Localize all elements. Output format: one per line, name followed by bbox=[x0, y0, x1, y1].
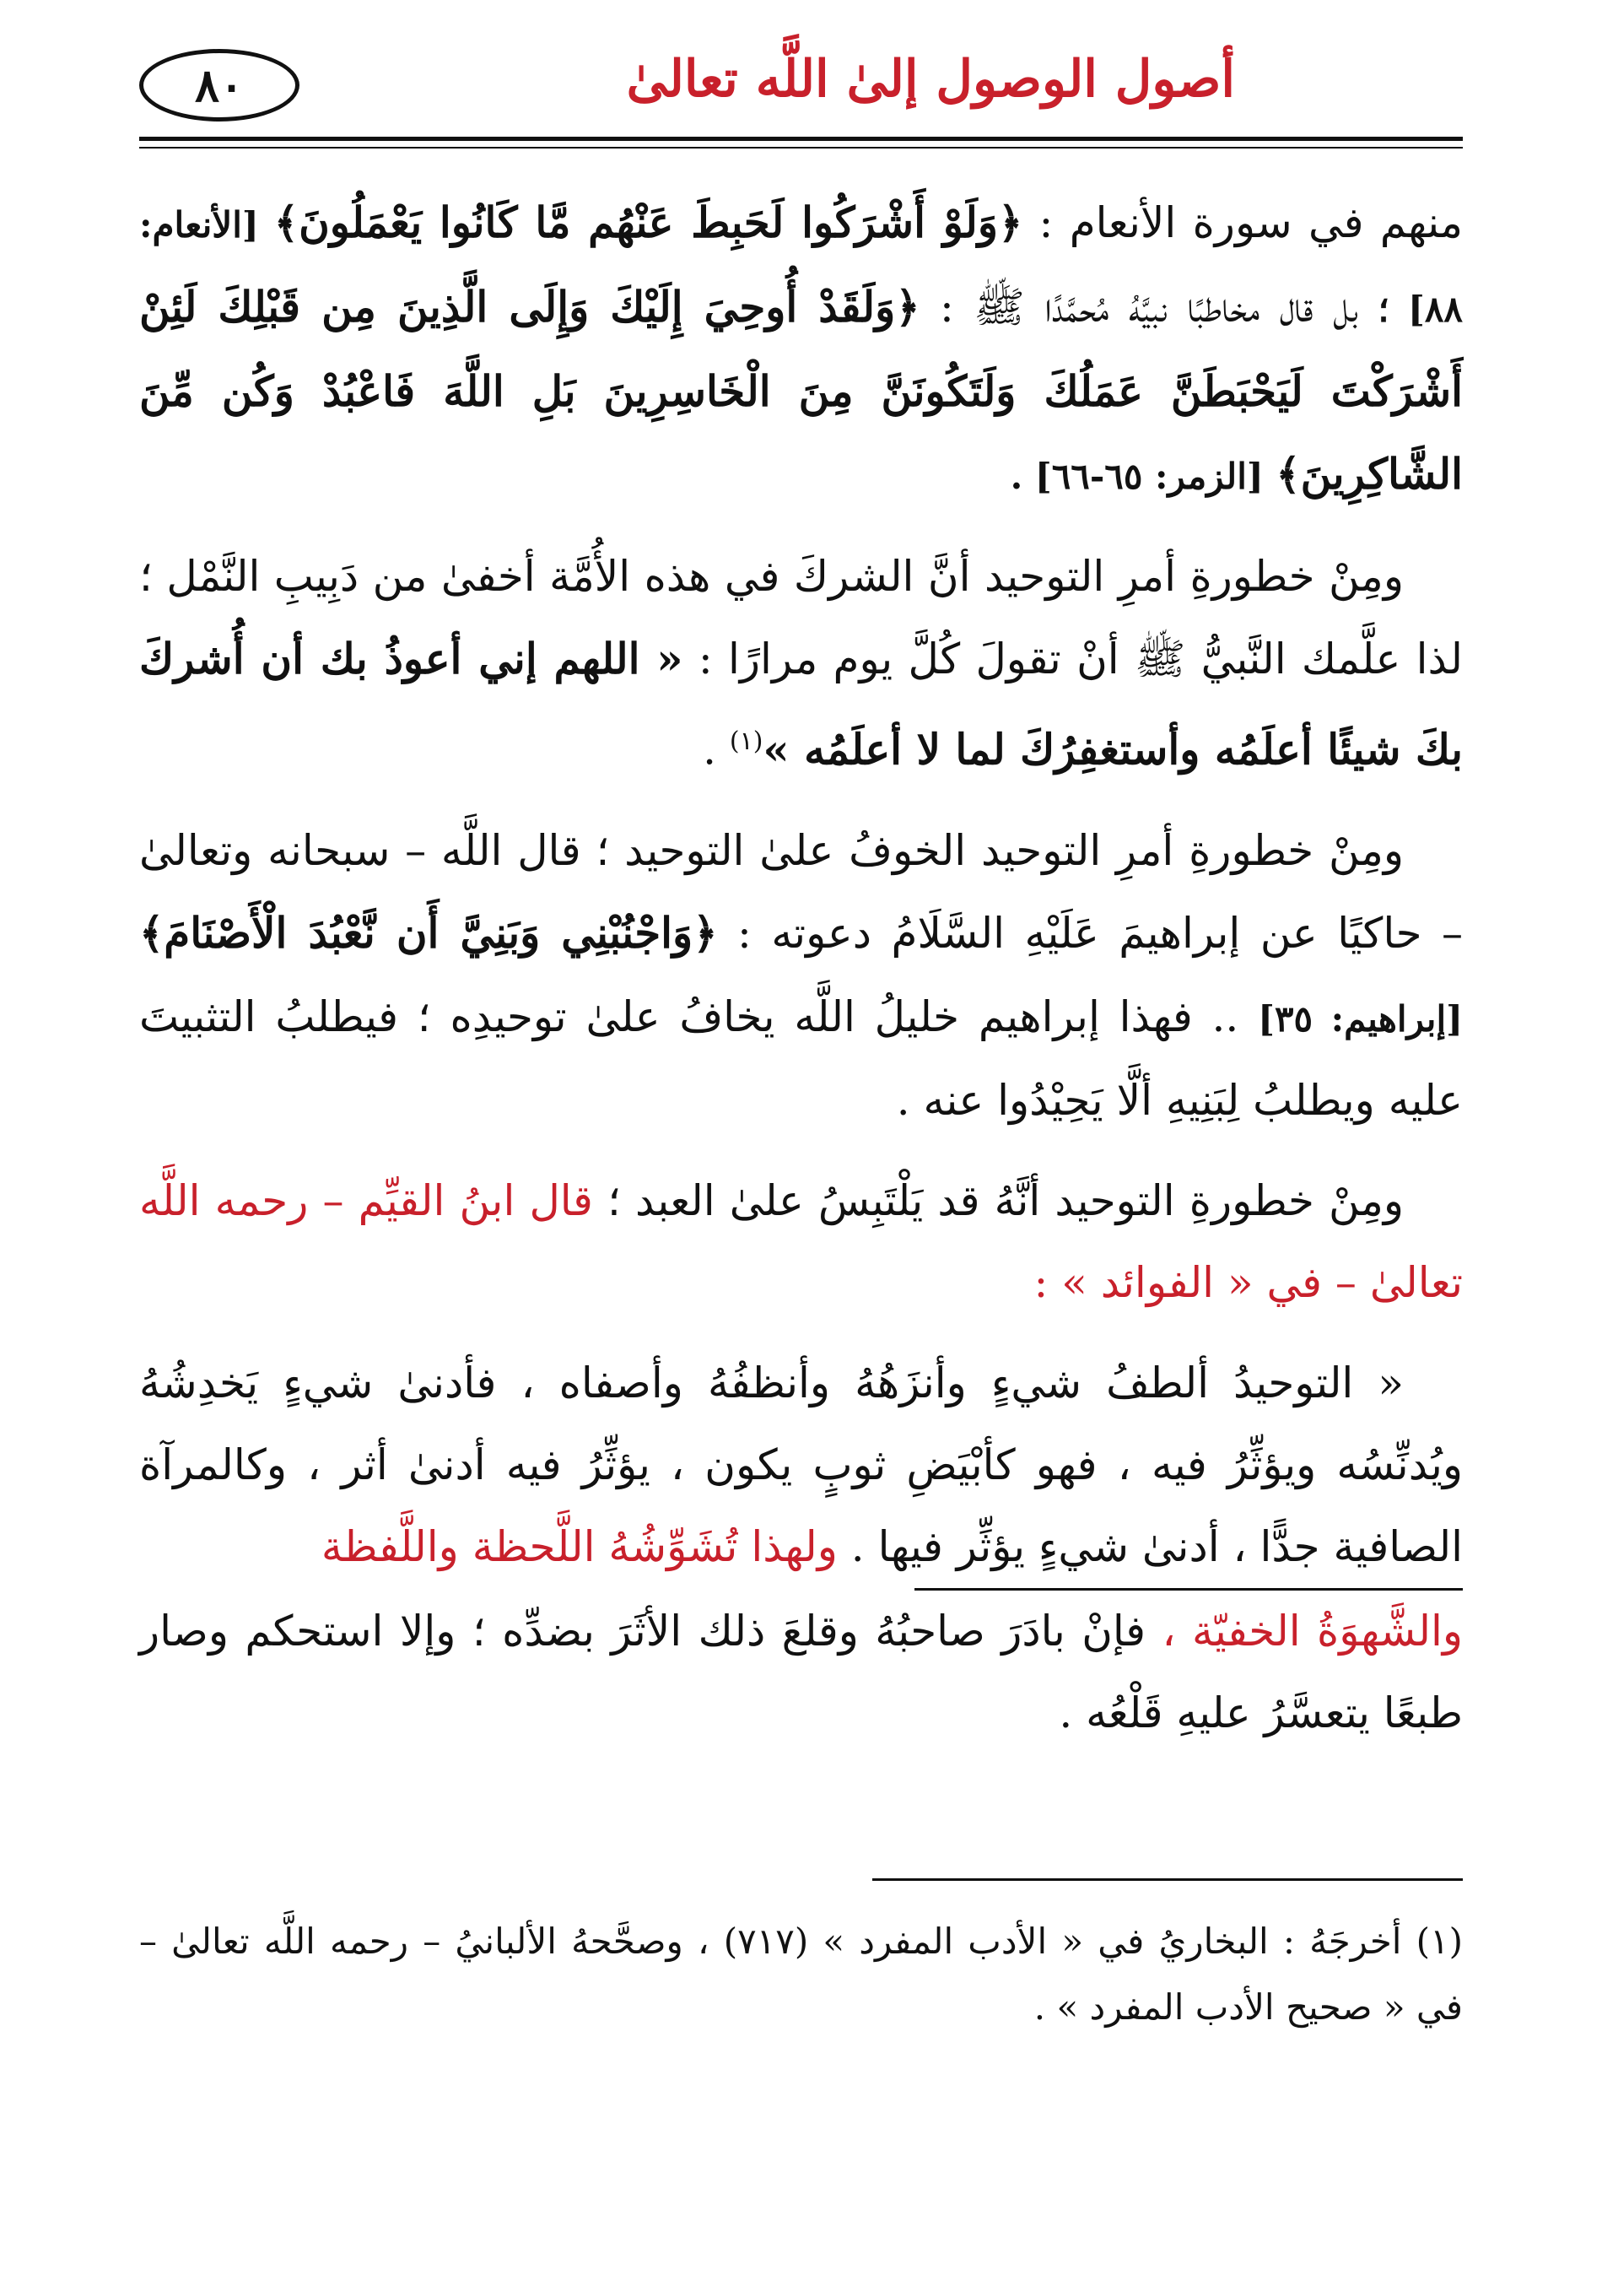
quran-verse-3: ﴿وَاجْنُبْنِي وَبَنِيَّ أَن نَّعْبُدَ الْأَصْنَامَ﴾ bbox=[139, 907, 718, 958]
hadith-quote: « اللهم إني أعوذُ بك أن أُشركَ بكَ شيئًا أعلَمُه وأستغفِرُكَ لما لا أعلَمُه » bbox=[139, 634, 1463, 775]
quran-verse-2: ﴿وَلَقَدْ أُوحِيَ إِلَيْكَ وَإِلَى الَّذِينَ مِن قَبْلِكَ لَئِنْ أَشْرَكْتَ لَيَحْبَطَنَّ عَمَلُكَ وَلَتَكُونَنَّ مِنَ الْخَاسِرِينَ بَلِ اللَّهَ فَاعْبُدْ وَكُن مِّنَ الشَّاكِرِينَ﴾ bbox=[139, 282, 1463, 499]
verse-ref-2: [الزمر: ٦٥-٦٦] . bbox=[1010, 456, 1276, 497]
quran-verse-1: ﴿وَلَوْ أَشْرَكُوا لَحَبِطَ عَنْهُم مَّا كَانُوا يَعْمَلُونَ﴾ bbox=[273, 197, 1023, 247]
footnote-separator bbox=[872, 1878, 1463, 1881]
footnote-marker: (١) bbox=[729, 727, 763, 756]
running-title: أصول الوصول إلىٰ اللَّه تعالىٰ bbox=[626, 50, 1235, 109]
p1-intro: منهم في سورة الأنعام : bbox=[1022, 198, 1463, 247]
paragraph-4 bbox=[139, 1160, 1463, 1324]
verse-ref-3: [إبراهيم: ٣٥] bbox=[1258, 997, 1463, 1040]
p5-text-1: « التوحيدُ ألطفُ شيءٍ وأنزَهُهُ وأنظفُهُ وأصفاه ، فأدنىٰ شيءٍ يَخدِشُهُ ويُدنِّسُه ويؤثِّرُ فيه ، فهو كأبْيَضِ ثوبٍ يكون ، يؤثِّرُ فيه أدنىٰ أثر ، وكالمرآة الصافية جدًّا ، أدنىٰ شيءٍ يؤثِّر فيها . bbox=[139, 1358, 1463, 1571]
p4-red-citation: قال ابنُ القيِّم – رحمه اللَّه تعالىٰ – في « الفوائد » : bbox=[139, 1175, 1463, 1307]
footnote-1: (١) أخرجَهُ : البخاريُ في « الأدب المفرد » (٧١٧) ، وصحَّحهُ الألبانيُ – رحمه اللَّه تعالىٰ – في « صحيح الأدب المفرد » . bbox=[139, 1921, 1463, 2028]
p3-end: .. فهذا إبراهيم خليلُ اللَّه يخافُ علىٰ توحيدِه ؛ فيطلبُ التثبيتَ عليه ويطلبُ لِبَنِيهِ ألَّا يَحِيْدُوا عنه . bbox=[139, 991, 1463, 1125]
header-rule-thin bbox=[139, 147, 1463, 149]
header-rule-thick bbox=[139, 137, 1463, 141]
p2-text: ومِنْ خطورةِ أمرِ التوحيد أنَّ الشركَ في هذه الأُمَّة أخفىٰ من دَبِيبِ النَّمْل ؛ لذا علَّمك النَّبيُّ ﷺ أنْ تقولَ كُلَّ يوم مرارًا : bbox=[139, 552, 1463, 683]
p3-text: ومِنْ خطورةِ أمرِ التوحيد الخوفُ علىٰ التوحيد ؛ قال اللَّه – سبحانه وتعالىٰ – حاكيًا عن إبراهيمَ عَلَيْهِ السَّلَامُ دعوته : bbox=[139, 825, 1463, 958]
paragraph-2 bbox=[139, 536, 1463, 791]
footnotes bbox=[139, 1909, 1463, 2040]
page-number: ٨٠ bbox=[195, 58, 245, 112]
paragraph-5-cont bbox=[139, 1591, 1463, 1754]
p5-red-2: والشَّهوَةُ الخفيّة ، bbox=[1162, 1606, 1464, 1656]
p5-text-2: فإنْ بادَرَ صاحبُهُ وقلعَ ذلك الأثَرَ بضدِّه ؛ وإلا استحكم وصار طبعًا يتعسَّرُ عليهِ قَلْعُه . bbox=[139, 1606, 1463, 1737]
p4-text: ومِنْ خطورةِ التوحيد أنَّهُ قد يَلْتَبِسُ علىٰ العبد ؛ bbox=[592, 1175, 1404, 1225]
main-text bbox=[139, 181, 1463, 1754]
paragraph-1 bbox=[139, 181, 1463, 517]
page-number-oval bbox=[139, 49, 299, 122]
paragraph-3 bbox=[139, 810, 1463, 1142]
p2-end: . bbox=[703, 725, 730, 775]
page-header bbox=[139, 34, 1463, 139]
p1-mid: بل قال مخاطبًا نبيَّهُ مُحمَّدًا ﷺ : bbox=[920, 283, 1378, 332]
paragraph-5 bbox=[139, 1342, 1463, 1588]
p5-red-1: ولهذا تُشَوِّشُهُ اللَّحظة واللَّفظة bbox=[321, 1521, 838, 1571]
verse-ref-1: [الأنعام: ٨٨] ؛ bbox=[139, 204, 1463, 330]
